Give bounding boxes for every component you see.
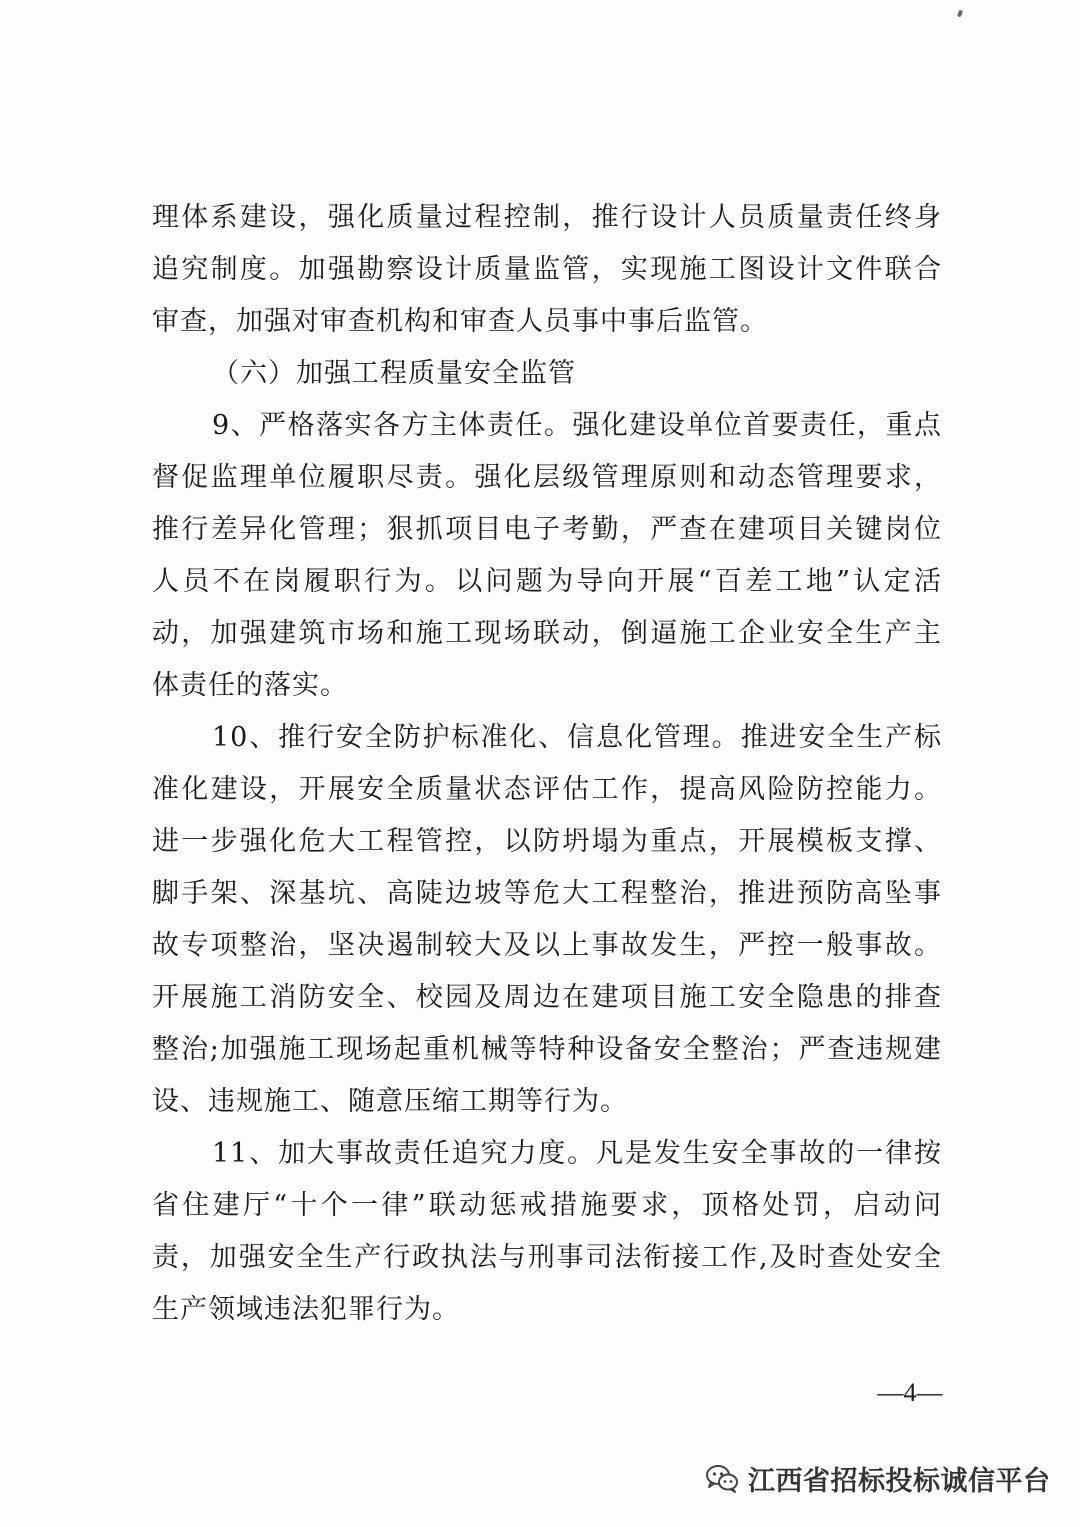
document-body [152,192,942,1336]
text-line: 开展施工消防安全、校园及周边在建项目施工安全隐患的排查 [152,982,942,1013]
text-line: 10、推行安全防护标准化、信息化管理。推进安全生产标 [212,722,942,753]
page-number: —4— [877,1378,943,1407]
watermark [704,1458,1051,1498]
text-line: 设、违规施工、随意压缩工期等行为。 [152,1086,628,1117]
wechat-icon [704,1460,740,1496]
text-line: 准化建设，开展安全质量状态评估工作，提高风险防控能力。 [152,774,942,805]
text-line: 责，加强安全生产行政执法与刑事司法衔接工作,及时查处安全 [152,1242,942,1273]
text-line: 9、严格落实各方主体责任。强化建设单位首要责任，重点 [212,410,942,441]
scan-speck [957,10,963,18]
text-line: （六）加强工程质量安全监管 [212,358,576,389]
text-line: 11、加大事故责任追究力度。凡是发生安全事故的一律按 [212,1138,942,1169]
text-line: 生产领域违法犯罪行为。 [152,1294,460,1325]
text-line: 理体系建设，强化质量过程控制，推行设计人员质量责任终身 [152,202,942,233]
text-line: 体责任的落实。 [152,670,348,701]
text-line: 整治;加强施工现场起重机械等特种设备安全整治；严查违规建 [152,1034,942,1065]
text-line: 追究制度。加强勘察设计质量监管，实现施工图设计文件联合 [152,254,942,285]
text-line: 审查，加强对审查机构和审查人员事中事后监管。 [152,306,768,337]
text-line: 动，加强建筑市场和施工现场联动，倒逼施工企业安全生产主 [152,618,942,649]
text-line: 省住建厅“十个一律”联动惩戒措施要求，顶格处罚，启动问 [152,1190,942,1221]
text-line: 故专项整治，坚决遏制较大及以上事故发生，严控一般事故。 [152,930,942,961]
text-line: 脚手架、深基坑、高陡边坡等危大工程整治，推进预防高坠事 [152,878,942,909]
text-line: 人员不在岗履职行为。以问题为导向开展“百差工地”认定活 [152,566,942,597]
watermark-text: 江西省招标投标诚信平台 [748,1465,1051,1497]
text-line: 进一步强化危大工程管控，以防坍塌为重点，开展模板支撑、 [152,826,942,857]
text-line: 督促监理单位履职尽责。强化层级管理原则和动态管理要求， [152,462,942,493]
text-line: 推行差异化管理；狠抓项目电子考勤，严查在建项目关键岗位 [152,514,942,545]
